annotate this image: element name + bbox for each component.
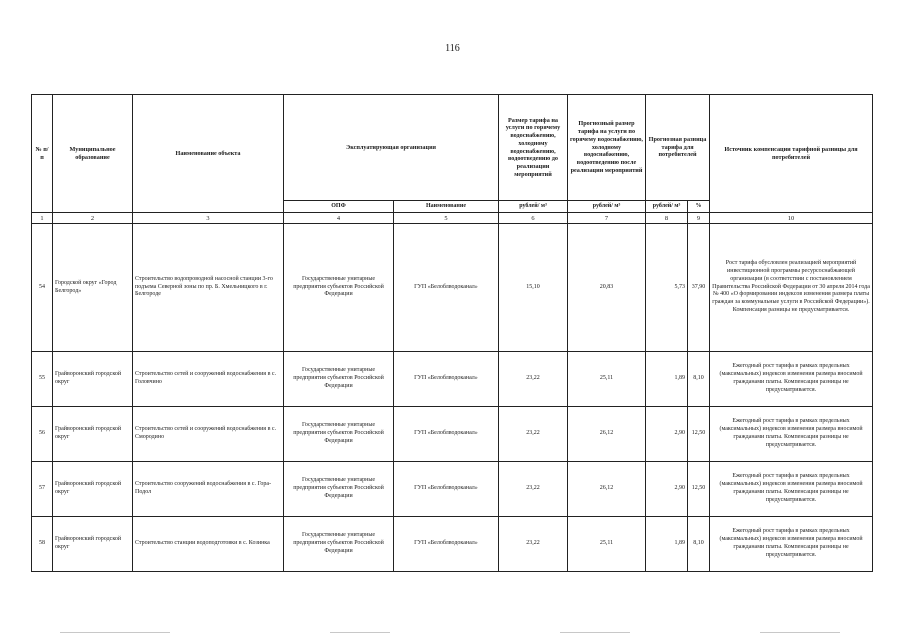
table-row <box>32 224 873 352</box>
header-num: № п/п <box>32 95 53 213</box>
row-tariff-before: 23,22 <box>499 462 568 517</box>
row-object: Строительство водопроводной насосной станции 3-го подъема Северной зоны по пр. Б. Хмельницкого в г. Белгороде <box>133 224 284 352</box>
row-source: Ежегодный рост тарифа в рамках предельных (максимальных) индексов изменения размера вносимой гражданами платы. Компенсация разницы не предусматривается. <box>710 462 873 517</box>
column-number: 4 <box>284 213 394 224</box>
column-number: 1 <box>32 213 53 224</box>
column-number-row <box>32 213 873 224</box>
row-tariff-before: 15,10 <box>499 224 568 352</box>
row-diff-rub: 1,89 <box>646 352 688 407</box>
row-tariff-after: 25,11 <box>568 352 646 407</box>
header-unit-percent: % <box>688 201 710 213</box>
scan-artifact-line <box>760 632 840 633</box>
header-unit-after: рублей/ м³ <box>568 201 646 213</box>
column-number: 2 <box>53 213 133 224</box>
table-row <box>32 462 873 517</box>
row-diff-pct: 12,50 <box>688 462 710 517</box>
row-org: ГУП «Белоблводоканал» <box>394 462 499 517</box>
row-opf: Государственные унитарные предприятия субъектов Российской Федерации <box>284 352 394 407</box>
row-source: Ежегодный рост тарифа в рамках предельных (максимальных) индексов изменения размера вносимой гражданами платы. Компенсация разницы не предусматривается. <box>710 352 873 407</box>
row-num: 57 <box>32 462 53 517</box>
row-org: ГУП «Белоблводоканал» <box>394 407 499 462</box>
row-opf: Государственные унитарные предприятия субъектов Российской Федерации <box>284 517 394 572</box>
row-object: Строительство сооружений водоснабжения в с. Гора-Подол <box>133 462 284 517</box>
row-num: 55 <box>32 352 53 407</box>
row-source: Рост тарифа обусловлен реализацией мероприятий инвестиционной программы ресурсоснабжающей организации (в соответствии с постановлением Правительства Российской Федерации от 30 апреля 2014 года № 400 «О формировании индексов изменения размера платы граждан за коммунальные услуги в Российской Федерации»). Компенсация разницы не предусматривается. <box>710 224 873 352</box>
scan-artifact-line <box>60 632 170 633</box>
row-municipality: Грайворонский городской округ <box>53 352 133 407</box>
header-object-name: Наименование объекта <box>133 95 284 213</box>
row-diff-rub: 1,89 <box>646 517 688 572</box>
header-forecast-diff: Прогнозная разница тарифа для потребителей <box>646 95 710 201</box>
row-tariff-before: 23,22 <box>499 352 568 407</box>
row-object: Строительство сетей и сооружений водоснабжения в с. Головчино <box>133 352 284 407</box>
row-municipality: Грайворонский городской округ <box>53 517 133 572</box>
header-compensation-source: Источник компенсации тарифной разницы для потребителей <box>710 95 873 213</box>
row-source: Ежегодный рост тарифа в рамках предельных (максимальных) индексов изменения размера вносимой гражданами платы. Компенсация разницы не предусматривается. <box>710 517 873 572</box>
header-municipality: Муниципальное образование <box>53 95 133 213</box>
row-diff-pct: 8,10 <box>688 352 710 407</box>
row-opf: Государственные унитарные предприятия субъектов Российской Федерации <box>284 407 394 462</box>
header-tariff-size: Размер тарифа на услуги по горячему водоснабжению, холодному водоснабжению, водоотведению до реализации мероприятий <box>499 95 568 201</box>
header-operator: Эксплуатирующая организация <box>284 95 499 201</box>
column-number: 8 <box>646 213 688 224</box>
column-number: 6 <box>499 213 568 224</box>
row-tariff-after: 20,83 <box>568 224 646 352</box>
header-name: Наименование <box>394 201 499 213</box>
row-org: ГУП «Белоблводоканал» <box>394 352 499 407</box>
column-number: 7 <box>568 213 646 224</box>
table-row <box>32 517 873 572</box>
header-forecast-tariff: Прогнозный размер тарифа на услуги по горячему водоснабжению, холодному водоснабжению, водоотведению после реализации мероприятий <box>568 95 646 201</box>
row-tariff-after: 26,12 <box>568 462 646 517</box>
header-unit-diff: рублей/ м³ <box>646 201 688 213</box>
column-number: 3 <box>133 213 284 224</box>
row-municipality: Городской округ «Город Белгород» <box>53 224 133 352</box>
header-opf: ОПФ <box>284 201 394 213</box>
column-number: 5 <box>394 213 499 224</box>
scan-artifact-line <box>560 632 630 633</box>
tariff-table <box>31 94 873 572</box>
row-diff-pct: 37,90 <box>688 224 710 352</box>
row-diff-rub: 2,90 <box>646 407 688 462</box>
table-row <box>32 352 873 407</box>
row-object: Строительство сетей и сооружений водоснабжения в с. Смородино <box>133 407 284 462</box>
header-unit-before: рублей/ м³ <box>499 201 568 213</box>
row-diff-pct: 8,10 <box>688 517 710 572</box>
column-number: 10 <box>710 213 873 224</box>
table-row <box>32 407 873 462</box>
row-source: Ежегодный рост тарифа в рамках предельных (максимальных) индексов изменения размера вносимой гражданами платы. Компенсация разницы не предусматривается. <box>710 407 873 462</box>
row-num: 58 <box>32 517 53 572</box>
page-number: 116 <box>445 43 460 54</box>
row-object: Строительство станции водоподготовки в с. Козинка <box>133 517 284 572</box>
row-tariff-before: 23,22 <box>499 407 568 462</box>
row-num: 54 <box>32 224 53 352</box>
row-tariff-after: 26,12 <box>568 407 646 462</box>
row-municipality: Грайворонский городской округ <box>53 462 133 517</box>
row-diff-rub: 5,73 <box>646 224 688 352</box>
row-num: 56 <box>32 407 53 462</box>
row-opf: Государственные унитарные предприятия субъектов Российской Федерации <box>284 224 394 352</box>
row-org: ГУП «Белоблводоканал» <box>394 517 499 572</box>
row-diff-pct: 12,50 <box>688 407 710 462</box>
row-org: ГУП «Белоблводоканал» <box>394 224 499 352</box>
row-tariff-before: 23,22 <box>499 517 568 572</box>
row-opf: Государственные унитарные предприятия субъектов Российской Федерации <box>284 462 394 517</box>
row-municipality: Грайворонский городской округ <box>53 407 133 462</box>
row-tariff-after: 25,11 <box>568 517 646 572</box>
scan-artifact-line <box>330 632 390 633</box>
column-number: 9 <box>688 213 710 224</box>
row-diff-rub: 2,90 <box>646 462 688 517</box>
header-row <box>32 95 873 201</box>
